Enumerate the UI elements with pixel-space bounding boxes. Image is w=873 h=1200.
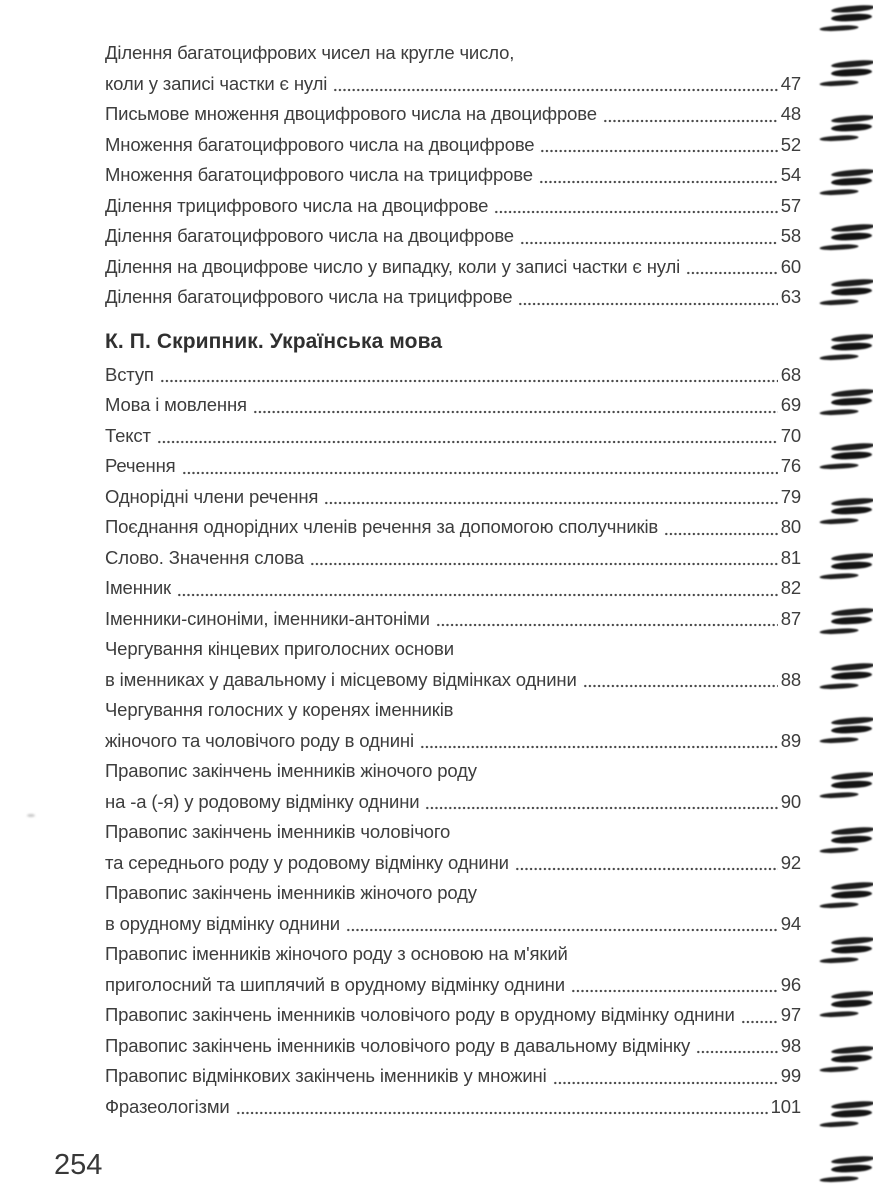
toc-entry-line: [105, 970, 801, 1001]
toc-entry-line: [105, 817, 801, 848]
toc-entry-line: [105, 482, 801, 513]
dot-leader: [552, 1061, 778, 1092]
toc-entry-title: коли у записі частки є нулі: [105, 72, 328, 94]
dot-leader: [323, 482, 777, 513]
toc-entry-line: [105, 390, 801, 421]
toc-entry-title: Ділення багатоцифрового числа на двоцифрове: [105, 225, 514, 246]
toc-entry-line: [105, 360, 801, 391]
dot-leader: [493, 191, 777, 222]
spiral-coil-mark: [829, 331, 873, 363]
dot-leader: [309, 543, 778, 574]
toc-entry-page-number: 96: [780, 973, 801, 995]
toc-entry-line: [105, 160, 801, 191]
spiral-coil-mark: [829, 824, 873, 856]
toc-entry-page-number: 99: [780, 1065, 801, 1086]
spiral-coil-mark: [829, 440, 873, 472]
toc-entry-line: [105, 604, 801, 635]
table-of-contents: [105, 38, 801, 1122]
toc-entry-title: Ділення трицифрового числа на двоцифрове: [105, 194, 489, 216]
dot-leader: [345, 909, 778, 940]
toc-entry-title: на -а (-я) у родовому відмінку однини: [105, 790, 420, 812]
toc-entry-page-number: 54: [780, 164, 801, 185]
dot-leader: [695, 1031, 778, 1062]
toc-entry-line: [105, 221, 801, 252]
toc-entry-title: Множення багатоцифрового числа на трицифрове: [105, 164, 533, 185]
dot-leader: [176, 573, 778, 604]
toc-entry-page-number: 89: [780, 729, 801, 751]
toc-entry-line: [105, 787, 801, 818]
toc-entry-title: Мова і мовлення: [105, 394, 247, 415]
toc-entry-title: Правопис закінчень іменників жіночого роду: [105, 760, 477, 781]
toc-entry-title: Речення: [105, 455, 176, 476]
toc-entry-line: [105, 848, 801, 879]
spiral-coil-mark: [829, 112, 873, 144]
toc-entry-page-number: 90: [780, 790, 801, 812]
toc-entry-line: [105, 1000, 801, 1031]
toc-entry-page-number: 97: [780, 1004, 801, 1025]
dot-leader: [538, 160, 778, 191]
spiral-coil-mark: [829, 1098, 873, 1130]
toc-entry-title: Правопис відмінкових закінчень іменників у множині: [105, 1065, 547, 1086]
dot-leader: [435, 604, 778, 635]
toc-entry-page-number: 82: [780, 577, 801, 598]
toc-entry-title: в іменниках у давальному і місцевому відмінках однини: [105, 668, 577, 690]
toc-entry-line: [105, 191, 801, 222]
toc-entry-title: Правопис закінчень іменників чоловічого роду в орудному відмінку однини: [105, 1004, 735, 1025]
toc-entry-title: Правопис іменників жіночого роду з основою на м'який: [105, 943, 568, 964]
spiral-coil-mark: [829, 1153, 873, 1185]
toc-entry-line: [105, 756, 801, 787]
toc-entry-title: жіночого та чоловічого роду в однині: [105, 729, 414, 751]
toc-entry-title: Ділення багатоцифрових чисел на кругле число,: [105, 42, 515, 63]
dot-leader: [159, 360, 778, 391]
toc-entry-line: [105, 695, 801, 726]
spiral-coil-mark: [829, 1043, 873, 1075]
dot-leader: [663, 512, 778, 543]
toc-entry-title: в орудному відмінку однини: [105, 912, 340, 934]
spiral-coil-mark: [829, 934, 873, 966]
toc-entry-title: Множення багатоцифрового числа на двоцифрове: [105, 133, 535, 155]
toc-entry-title: Фразеологізми: [105, 1095, 230, 1117]
toc-entry-page-number: 79: [780, 485, 801, 507]
toc-entry-title: Ділення на двоцифрове число у випадку, коли у записі частки є нулі: [105, 255, 681, 277]
dot-leader: [740, 1000, 778, 1031]
toc-entry-line: [105, 99, 801, 130]
toc-entry-title: Іменники-синоніми, іменники-антоніми: [105, 607, 430, 629]
toc-entry-page-number: 60: [780, 255, 801, 277]
toc-entry-line: [105, 421, 801, 452]
toc-entry-title: Слово. Значення слова: [105, 546, 304, 568]
toc-entry-line: [105, 726, 801, 757]
toc-entry-line: [105, 69, 801, 100]
toc-entry-line: [105, 451, 801, 482]
dot-leader: [332, 69, 778, 100]
toc-entry-title: Чергування кінцевих приголосних основи: [105, 638, 454, 659]
toc-entry-page-number: 76: [780, 455, 801, 476]
toc-entry-page-number: 94: [780, 912, 801, 934]
toc-entry-title: Правопис закінчень іменників чоловічого: [105, 821, 451, 842]
dot-leader: [517, 282, 777, 313]
dot-leader: [685, 252, 778, 283]
toc-entry-line: [105, 252, 801, 283]
toc-entry-line: [105, 878, 801, 909]
section-heading: К. П. Скрипник. Українська мова: [105, 329, 443, 353]
spiral-coil-mark: [829, 879, 873, 911]
toc-entry-line: [105, 634, 801, 665]
toc-entry-page-number: 81: [780, 546, 801, 568]
toc-entry-page-number: 57: [780, 194, 801, 216]
toc-entry-line: [105, 1092, 801, 1123]
toc-entry-page-number: 52: [780, 133, 801, 155]
spiral-coil-mark: [829, 714, 873, 746]
toc-entry-line: [105, 512, 801, 543]
toc-entry-title: Однорідні члени речення: [105, 485, 319, 507]
toc-entry-page-number: 68: [780, 363, 801, 385]
toc-entry-title: Поєднання однорідних членів речення за допомогою сполучників: [105, 516, 659, 537]
toc-entry-title: та середнього роду у родовому відмінку однини: [105, 851, 509, 873]
toc-entry-line: [105, 909, 801, 940]
spiral-coil-mark: [829, 2, 873, 34]
dot-leader: [514, 848, 778, 879]
toc-entry-title: Правопис закінчень іменників жіночого роду: [105, 882, 477, 903]
toc-entry-line: [105, 939, 801, 970]
toc-entry-line: [105, 573, 801, 604]
toc-entry-page-number: 98: [780, 1034, 801, 1056]
toc-entry-title: Правопис закінчень іменників чоловічого роду в давальному відмінку: [105, 1034, 691, 1056]
toc-entry-page-number: 47: [780, 72, 801, 94]
toc-entry-title: Іменник: [105, 577, 171, 598]
spiral-coil-mark: [829, 221, 873, 253]
toc-entry-line: [105, 1061, 801, 1092]
toc-entry-line: [105, 543, 801, 574]
spiral-coil-mark: [829, 988, 873, 1020]
dot-leader: [519, 221, 778, 252]
spiral-coil-mark: [829, 495, 873, 527]
toc-entry-line: [105, 38, 801, 69]
toc-entry-page-number: 70: [780, 424, 801, 446]
toc-entry-line: [105, 665, 801, 696]
spiral-coil-mark: [829, 550, 873, 582]
dot-leader: [424, 787, 777, 818]
toc-entry-page-number: 58: [780, 225, 801, 246]
dot-leader: [235, 1092, 768, 1123]
toc-entry-title: Ділення багатоцифрового числа на трицифрове: [105, 286, 513, 307]
toc-entry-page-number: 69: [780, 394, 801, 415]
dot-leader: [582, 665, 778, 696]
spiral-coil-mark: [829, 605, 873, 637]
scan-speck: [27, 814, 35, 817]
dot-leader: [252, 390, 778, 421]
spiral-binding: [815, 0, 873, 1200]
toc-entry-page-number: 48: [780, 103, 801, 124]
dot-leader: [156, 421, 778, 452]
toc-entry-page-number: 101: [770, 1095, 801, 1117]
toc-entry-page-number: 63: [780, 286, 801, 307]
spiral-coil-mark: [829, 386, 873, 418]
toc-entry-line: [105, 130, 801, 161]
toc-entry-title: Вступ: [105, 363, 154, 385]
toc-entry-page-number: 87: [780, 607, 801, 629]
toc-entry-title: приголосний та шиплячий в орудному відмінку однини: [105, 973, 565, 995]
spiral-coil-mark: [829, 57, 873, 89]
toc-entry-line: [105, 1031, 801, 1062]
spiral-coil-mark: [829, 769, 873, 801]
toc-entry-title: Письмове множення двоцифрового числа на двоцифрове: [105, 103, 597, 124]
page-number: 254: [54, 1149, 103, 1181]
toc-entry-title: Чергування голосних у коренях іменників: [105, 699, 454, 720]
dot-leader: [181, 451, 778, 482]
toc-entry-page-number: 80: [780, 516, 801, 537]
dot-leader: [602, 99, 778, 130]
dot-leader: [570, 970, 778, 1001]
dot-leader: [539, 130, 777, 161]
toc-entry-title: Текст: [105, 424, 151, 446]
dot-leader: [419, 726, 778, 757]
toc-entry-line: [105, 282, 801, 313]
spiral-coil-mark: [829, 660, 873, 692]
spiral-coil-mark: [829, 166, 873, 198]
spiral-coil-mark: [829, 276, 873, 308]
toc-entry-page-number: 88: [780, 668, 801, 690]
toc-entry-page-number: 92: [780, 851, 801, 873]
